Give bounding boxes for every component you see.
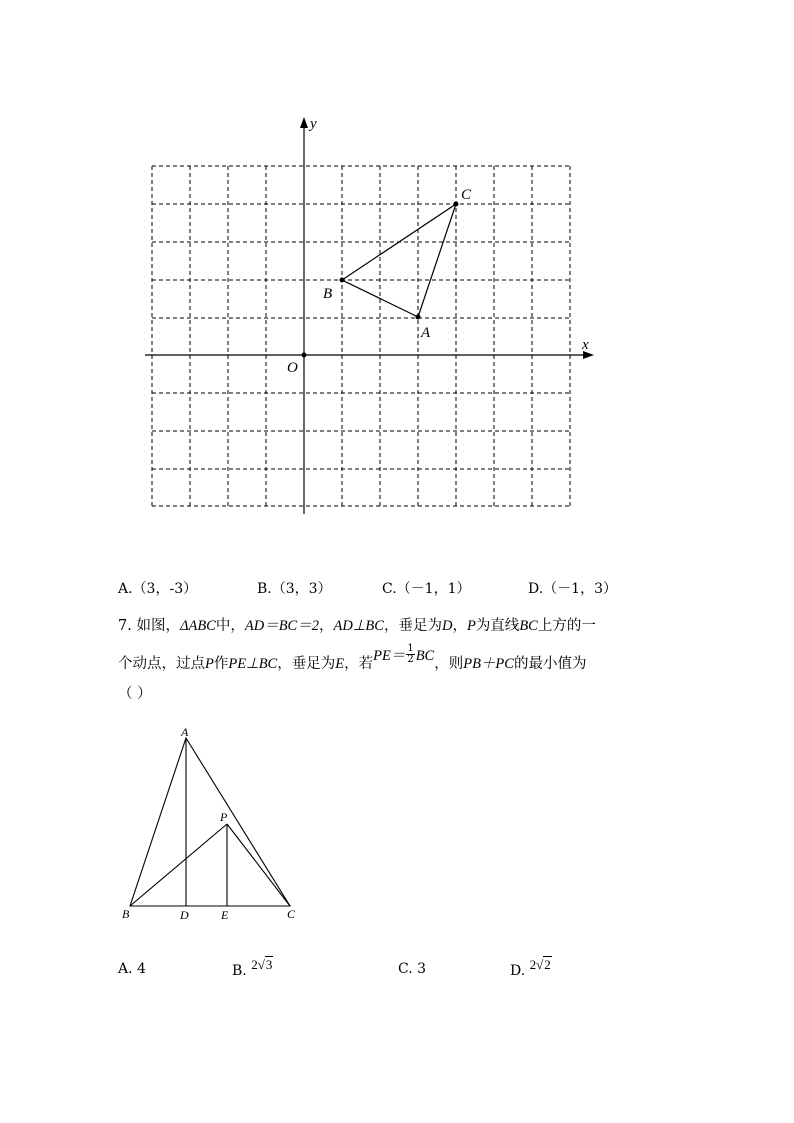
condition-ad-perp-bc: AD⊥BC [333,618,384,634]
bc-expression: BC [415,648,435,664]
point-b-dot [340,278,345,283]
triangle-figure [110,720,310,930]
label-b: B [122,907,130,921]
label-c: C [287,907,296,921]
q6-option-a: A.（3，-3） [118,581,198,597]
point-p-ref: P [466,618,476,634]
fraction-one-half [406,644,414,665]
origin-label: O [287,360,298,376]
q7-line-1 [118,614,596,635]
label-p: P [220,810,228,824]
q7-option-d [510,957,552,979]
triangle-abc-outline [130,738,290,906]
q7-option-c: C. 3 [398,961,427,977]
q7-text: 上方的一 [537,618,596,634]
label-e: E [221,908,229,922]
coordinate-figure [0,0,794,530]
point-p-ref: P [205,656,214,672]
triangle-abc-symbol: ΔABC [179,618,216,634]
pe-expression: PE＝ [373,648,406,664]
point-e-ref: E [335,656,345,672]
line-bc-ref: BC [519,618,538,634]
point-b-label: B [323,286,333,302]
pb-plus-pc-expression: PB＋PC [463,656,514,672]
q7-option-a: A. 4 [118,961,146,977]
q7-text: ，垂足为 [277,656,336,672]
segment-pc [227,824,290,906]
q7-text: ， [318,618,334,634]
condition-ad-bc: AD＝BC＝2 [244,618,319,634]
point-a-dot [416,315,421,320]
label-a: A [181,725,189,739]
q7-answer-paren: （ ） [118,686,152,702]
x-axis-label: x [582,337,589,353]
sqrt-radicand: 2 [544,957,551,972]
sqrt-coefficient: 2 [251,957,258,972]
q7-text: 个动点，过点 [118,656,205,672]
q7-text: ，垂足为 [383,618,442,634]
point-c-label: C [461,187,472,203]
q7-text: 为直线 [475,618,520,634]
origin-dot [302,353,307,358]
q7-number: 7. 如图， [118,618,180,634]
q6-option-c: C.（－1，1） [382,581,471,597]
q7-text: 作 [213,656,229,672]
y-axis-label: y [310,116,317,132]
dashed-grid [152,166,570,506]
option-b-label: B. [232,963,247,979]
q7-text: 中， [215,618,245,634]
sqrt-radicand: 3 [265,957,273,972]
q7-line-2 [118,642,587,675]
option-d-label: D. [510,963,526,979]
q6-option-b: B.（3，3） [257,581,332,597]
q7-text: 的最小值为 [513,656,587,672]
q7-option-b [232,957,273,979]
point-a-label: A [421,325,431,341]
sqrt-coefficient: 2 [529,957,537,972]
fraction-numerator: 1 [407,642,414,654]
two-root-two: 2√2 [529,957,551,972]
q7-text: ，则 [434,656,464,672]
point-d-ref: D [441,618,453,634]
point-c-dot [454,202,459,207]
q6-option-d: D.（－1，3） [528,581,617,597]
condition-pe-perp-bc: PE⊥BC [228,656,278,672]
y-axis-arrow [300,117,308,128]
two-root-three: 2√3 [251,957,273,972]
fraction-denominator: 2 [407,653,414,665]
q7-text: ，若 [344,656,374,672]
q7-text: ， [452,618,467,634]
label-d: D [180,908,189,922]
segment-pb [130,824,227,906]
triangle-abc [342,204,456,317]
